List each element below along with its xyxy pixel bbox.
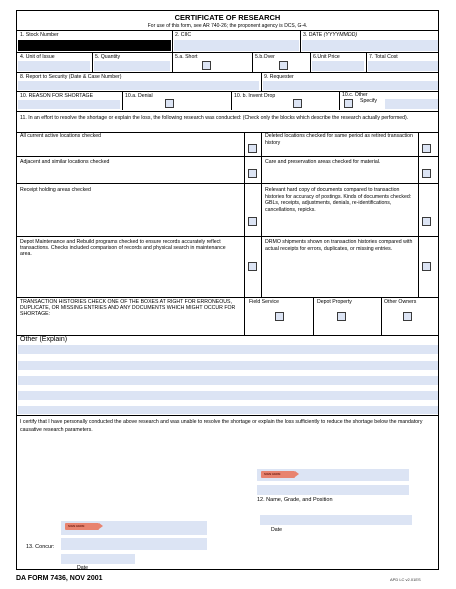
total-cost-field[interactable] [368,61,438,71]
research-item-left-1: All current active locations checked [20,133,102,139]
invent-drop-label: 10. b. Invent Drop [234,93,276,99]
other-checkbox[interactable] [344,99,353,108]
research-item-right-1: Deleted locations checked for same period as retired transaction history [265,133,413,146]
sign-here-tab-1: SIGN HERE [261,471,295,478]
form-title: CERTIFICATE OF RESEARCH [174,13,281,22]
other-owners-checkbox[interactable] [403,312,412,321]
concur-name-field[interactable] [61,538,207,550]
requester-field[interactable] [263,81,438,90]
specify-label: Specify [360,98,378,104]
research-checkbox-right-4[interactable] [422,262,431,271]
total-cost-label: 7. Total Cost [369,54,398,60]
ciic-field[interactable] [174,40,299,51]
research-checkbox-left-1[interactable] [248,144,257,153]
over-label: 5.b.Over [255,54,275,60]
research-checkbox-left-3[interactable] [248,217,257,226]
quantity-field[interactable] [94,61,170,71]
field-service-checkbox[interactable] [275,312,284,321]
form-version: APD LC v2.01ES [390,577,421,582]
research-checkbox-right-2[interactable] [422,169,431,178]
other-label: 10.c. Other [342,92,368,98]
form-id: DA FORM 7436, NOV 2001 [16,575,103,582]
stock-number-label: 1. Stock Number [20,32,59,38]
concur-date-label: Date [77,565,88,571]
research-item-right-2: Care and preservation areas checked for material. [265,159,381,165]
specify-field[interactable] [385,99,438,109]
research-item-left-2: Adjacent and similar locations checked [20,159,110,165]
research-checkbox-left-4[interactable] [248,262,257,271]
other-explain-line-3[interactable] [18,376,438,385]
invent-drop-checkbox[interactable] [293,99,302,108]
date-field[interactable] [302,40,438,51]
name-grade-position-label: 12. Name, Grade, and Position [257,497,333,503]
ciic-label: 2. CIIC [175,32,192,38]
concur-date-field[interactable] [61,554,135,564]
sign-here-tab-2: SIGN HERE [65,523,99,530]
unit-price-label: 6.Unit Price [313,54,340,60]
stock-number-field[interactable] [18,40,171,51]
reason-label: 10. REASON FOR SHORTAGE [20,93,94,99]
divider [17,30,438,31]
name-grade-position-field[interactable] [257,485,409,495]
unit-of-issue-field[interactable] [18,61,90,71]
concur-label: 13. Concur: [26,544,55,550]
research-item-left-3: Receipt holding areas checked [20,187,91,193]
transaction-histories-text: TRANSACTION HISTORIES CHECK ONE OF THE BOXES AT RIGHT FOR ERRONEOUS, DUPLICATE, OR MISSING ENTRIES AND ANY DOCUMENTS WHICH MIGHT OCCUR FOR SHORTAGE: [20,299,236,317]
form-subtitle: For use of this form, see AR 740-26; the proponent agency is DCS, G-4. [147,23,308,29]
date-label: 3. DATE (YYYYMMDD) [303,32,358,38]
depot-property-checkbox[interactable] [337,312,346,321]
certification-text: I certify that I have personally conducted the above research and was unable to resolve the shortage or explain the loss sufficiently to reduce the shortage below the mandatory causative research parameters. [20,419,423,433]
report-security-field[interactable] [18,81,259,90]
short-label: 5.a. Short [175,54,198,60]
requester-date-label: Date [271,527,282,533]
other-explain-line-2[interactable] [18,361,438,370]
research-intro: 11. In an effort to resolve the shortage or explain the loss, the following research was conducted: (Check only the blocks which describe the research actually performed). [20,115,409,121]
research-checkbox-left-2[interactable] [248,169,257,178]
other-explain-line-5[interactable] [18,406,438,414]
research-checkbox-right-1[interactable] [422,144,431,153]
research-item-left-4: Depot Maintenance and Rebuild programs checked to ensure records accurately reflect transactions. Checks included comparison of records and physical search in maintenance area. [20,239,226,258]
other-explain-label: Other (Explain) [20,336,68,343]
over-checkbox[interactable] [279,61,288,70]
research-item-right-3: Relevant hard copy of documents compared to transaction histories for accuracy of postings. Kinds of documents checked: GBLs, receipts, adjustments, denials, re-identifications, cancellations, repicks. [265,187,412,213]
research-checkbox-right-3[interactable] [422,217,431,226]
other-owners-label: Other Owners [384,299,417,305]
other-explain-line-1[interactable] [18,345,438,354]
denial-checkbox[interactable] [165,99,174,108]
reason-field[interactable] [18,100,120,109]
unit-price-field[interactable] [312,61,364,71]
quantity-label: 5. Quantity [95,54,121,60]
unit-of-issue-label: 4. Unit of Issue [20,54,55,60]
other-explain-line-4[interactable] [18,391,438,400]
report-security-label: 8. Report to Security (Date & Case Number) [20,74,122,80]
field-service-label: Field Service [249,299,279,305]
requester-label: 9. Requester [264,74,294,80]
denial-label: 10.a. Denial [125,93,153,99]
depot-property-label: Depot Property [317,299,352,305]
certificate-form [16,10,439,570]
requester-date-field[interactable] [260,515,412,525]
short-checkbox[interactable] [202,61,211,70]
research-item-right-4: DRMO shipments shown on transaction histories compared with actual receipts for errors, duplicates, or missing entries. [265,239,413,252]
